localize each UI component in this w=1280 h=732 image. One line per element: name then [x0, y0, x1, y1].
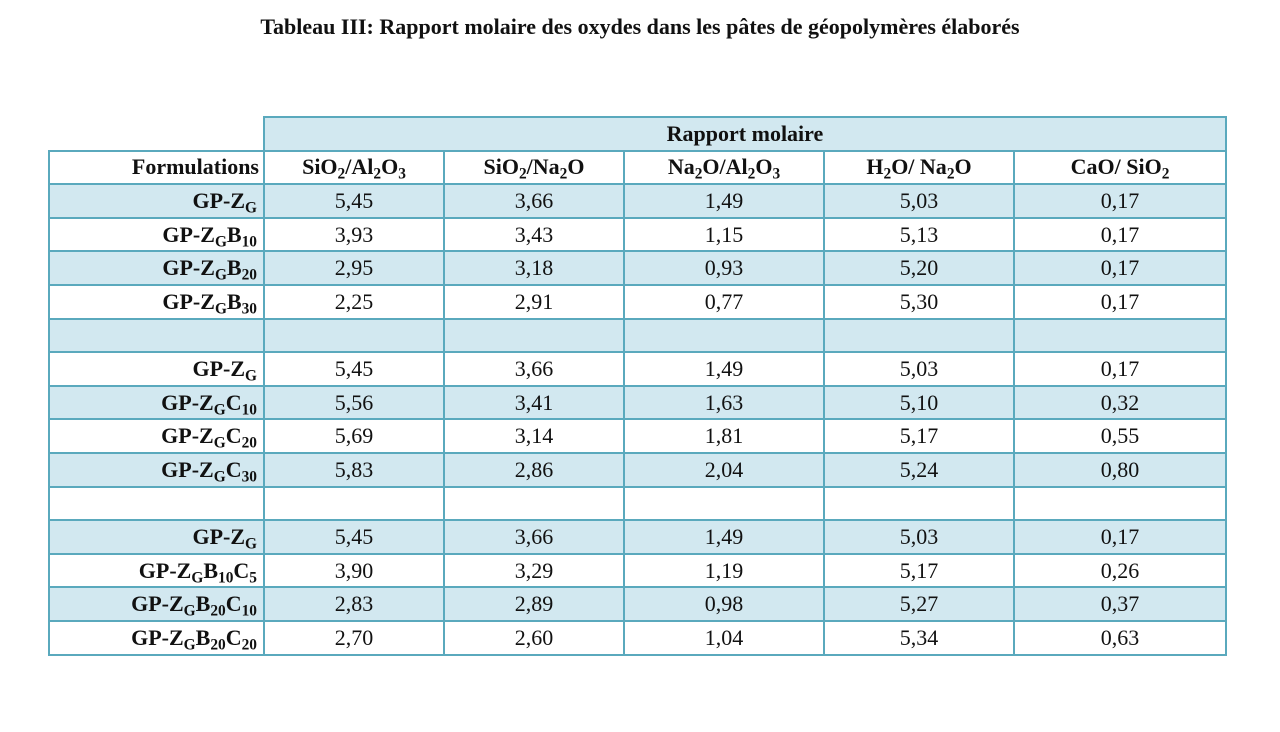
value-cell: 5,17 [824, 419, 1014, 453]
value-cell: 3,66 [444, 520, 624, 554]
column-header-text: SiO [483, 154, 519, 180]
formulation-label-subscript: 10 [218, 569, 234, 587]
formulation-label [49, 184, 264, 218]
value-cell: 5,03 [824, 520, 1014, 554]
separator-row [49, 319, 1226, 353]
column-header-4 [824, 151, 1014, 185]
empty-corner-cell [49, 117, 264, 151]
formulation-label-text: C [225, 624, 242, 650]
column-header-text: O [755, 154, 773, 180]
value-cell: 5,17 [824, 554, 1014, 588]
formulation-label-text: GP-Z [162, 255, 215, 281]
formulation-label-subscript: G [213, 468, 226, 486]
value-cell: 5,45 [264, 184, 444, 218]
value-cell [444, 487, 624, 521]
value-cell: 2,95 [264, 251, 444, 285]
table-row [49, 520, 1226, 554]
table-row [49, 386, 1226, 420]
table-row [49, 251, 1226, 285]
group-header: Rapport molaire [264, 117, 1226, 151]
column-header-subscript: 2 [559, 166, 568, 183]
value-cell: 0,17 [1014, 218, 1226, 252]
column-header-subscript: 2 [373, 166, 382, 183]
value-cell: 3,66 [444, 352, 624, 386]
column-header-row [49, 151, 1226, 185]
value-cell: 1,15 [624, 218, 824, 252]
value-cell: 5,45 [264, 520, 444, 554]
column-header-5 [1014, 151, 1226, 185]
value-cell [1014, 319, 1226, 353]
value-cell: 3,29 [444, 554, 624, 588]
formulation-label-text: GP-Z [162, 288, 215, 314]
table-row [49, 453, 1226, 487]
formulation-label-text: GP-Z [161, 423, 214, 449]
column-header-subscript: 3 [772, 166, 781, 183]
formulation-label-subscript: G [214, 233, 227, 251]
formulation-label [49, 453, 264, 487]
column-header-subscript: 2 [883, 166, 892, 183]
formulation-label-subscript: G [245, 199, 257, 217]
column-header-3 [624, 151, 824, 185]
formulation-label-text: GP-Z [192, 355, 246, 381]
column-header-text: O [567, 154, 585, 180]
formulation-label-text: B [226, 255, 242, 281]
formulation-label [49, 419, 264, 453]
formulation-label-text: C [225, 591, 242, 617]
formulation-label [49, 251, 264, 285]
formulation-label-text: GP-Z [161, 389, 214, 415]
column-header-subscript: 2 [1161, 166, 1170, 183]
value-cell: 1,63 [624, 386, 824, 420]
column-header-text: Na [667, 154, 695, 180]
column-header-text: SiO [302, 154, 338, 180]
column-header-text: O [381, 154, 399, 180]
value-cell: 3,90 [264, 554, 444, 588]
formulation-label [49, 520, 264, 554]
value-cell: 5,03 [824, 352, 1014, 386]
formulation-label-text: C [233, 557, 250, 583]
value-cell: 5,69 [264, 419, 444, 453]
value-cell: 5,30 [824, 285, 1014, 319]
value-cell: 3,93 [264, 218, 444, 252]
value-cell: 1,04 [624, 621, 824, 655]
column-header-subscript: 2 [747, 166, 756, 183]
value-cell: 1,49 [624, 520, 824, 554]
formulation-label-subscript: 20 [241, 434, 257, 452]
table-row [49, 419, 1226, 453]
formulation-label-subscript: G [183, 636, 196, 654]
formulation-label-text: B [226, 221, 242, 247]
formulation-label-subscript: 20 [210, 602, 226, 620]
formulation-label-subscript: G [245, 535, 257, 553]
value-cell [624, 487, 824, 521]
value-cell: 5,03 [824, 184, 1014, 218]
formulation-label [49, 554, 264, 588]
value-cell: 0,32 [1014, 386, 1226, 420]
formulation-label [49, 587, 264, 621]
value-cell: 1,19 [624, 554, 824, 588]
table-row [49, 352, 1226, 386]
value-cell: 0,80 [1014, 453, 1226, 487]
value-cell: 5,34 [824, 621, 1014, 655]
value-cell: 0,17 [1014, 285, 1226, 319]
value-cell: 0,55 [1014, 419, 1226, 453]
formulation-label [49, 487, 264, 521]
column-header-text: H [866, 154, 884, 180]
value-cell: 2,70 [264, 621, 444, 655]
formulation-label [49, 285, 264, 319]
value-cell: 3,14 [444, 419, 624, 453]
formulation-label-text: B [195, 591, 211, 617]
value-cell: 3,43 [444, 218, 624, 252]
formulation-label-subscript: G [183, 602, 196, 620]
value-cell: 3,18 [444, 251, 624, 285]
column-header-subscript: 2 [694, 166, 703, 183]
formulation-label-subscript: 20 [210, 636, 226, 654]
table-title: Tableau III: Rapport molaire des oxydes dans les pâtes de géopolymères élaborés [260, 14, 1020, 39]
formulation-label-text: B [195, 624, 211, 650]
formulation-label-text: GP-Z [162, 221, 215, 247]
formulation-label [49, 352, 264, 386]
formulation-label-subscript: 30 [241, 468, 257, 486]
value-cell: 5,24 [824, 453, 1014, 487]
formulation-label-text: GP-Z [138, 557, 192, 583]
column-header-subscript: 2 [946, 166, 955, 183]
formulation-label-text: B [203, 557, 219, 583]
value-cell: 5,20 [824, 251, 1014, 285]
formulation-label-text: C [225, 423, 242, 449]
group-header-row [49, 117, 1226, 151]
value-cell: 2,91 [444, 285, 624, 319]
molar-ratio-table [48, 116, 1227, 656]
table-row [49, 621, 1226, 655]
value-cell: 0,98 [624, 587, 824, 621]
value-cell: 1,49 [624, 184, 824, 218]
value-cell: 2,25 [264, 285, 444, 319]
value-cell: 2,04 [624, 453, 824, 487]
formulation-label-text: GP-Z [131, 591, 184, 617]
formulation-label-subscript: 10 [241, 233, 257, 251]
table-row [49, 587, 1226, 621]
formulation-label-subscript: 10 [241, 602, 257, 620]
formulation-label-text: C [225, 456, 242, 482]
value-cell: 5,83 [264, 453, 444, 487]
formulation-label [49, 621, 264, 655]
value-cell: 2,89 [444, 587, 624, 621]
value-cell [264, 487, 444, 521]
formulation-label-subscript: G [214, 266, 227, 284]
value-cell: 1,49 [624, 352, 824, 386]
value-cell: 0,63 [1014, 621, 1226, 655]
column-header-subscript: 2 [518, 166, 527, 183]
formulation-label-subscript: G [191, 569, 204, 587]
value-cell: 5,56 [264, 386, 444, 420]
value-cell: 3,66 [444, 184, 624, 218]
value-cell: 0,17 [1014, 251, 1226, 285]
value-cell: 2,60 [444, 621, 624, 655]
value-cell [624, 319, 824, 353]
formulations-header: Formulations [49, 151, 264, 185]
formulation-label-subscript: G [213, 434, 226, 452]
value-cell [264, 319, 444, 353]
formulation-label-subscript: G [214, 300, 227, 318]
value-cell: 0,37 [1014, 587, 1226, 621]
value-cell: 0,26 [1014, 554, 1226, 588]
value-cell: 1,81 [624, 419, 824, 453]
value-cell [444, 319, 624, 353]
value-cell: 3,41 [444, 386, 624, 420]
column-header-text: /Al [345, 154, 374, 180]
value-cell: 5,27 [824, 587, 1014, 621]
table-row [49, 184, 1226, 218]
column-header-text: O/ Na [891, 154, 947, 180]
formulation-label-text: C [225, 389, 242, 415]
table-row [49, 285, 1226, 319]
value-cell: 2,83 [264, 587, 444, 621]
value-cell: 5,45 [264, 352, 444, 386]
table-row [49, 218, 1226, 252]
value-cell: 2,86 [444, 453, 624, 487]
value-cell [824, 487, 1014, 521]
column-header-text: O/Al [702, 154, 748, 180]
value-cell: 5,13 [824, 218, 1014, 252]
value-cell: 5,10 [824, 386, 1014, 420]
formulation-label-subscript: 30 [241, 300, 257, 318]
formulation-label-subscript: G [213, 401, 226, 419]
column-header-subscript: 2 [337, 166, 346, 183]
value-cell: 0,77 [624, 285, 824, 319]
formulation-label-subscript: 20 [241, 636, 257, 654]
formulation-label [49, 386, 264, 420]
column-header-subscript: 3 [398, 166, 406, 183]
value-cell: 0,17 [1014, 520, 1226, 554]
value-cell: 0,93 [624, 251, 824, 285]
separator-row [49, 487, 1226, 521]
column-header-text: O [954, 154, 972, 180]
formulation-label-text: GP-Z [131, 624, 184, 650]
formulation-label-subscript: 20 [241, 266, 257, 284]
value-cell [824, 319, 1014, 353]
formulation-label-subscript: 5 [249, 569, 257, 587]
formulation-label-subscript: G [245, 367, 257, 385]
value-cell [1014, 487, 1226, 521]
formulation-label [49, 319, 264, 353]
column-header-text: CaO/ SiO [1070, 154, 1162, 180]
column-header-1 [264, 151, 444, 185]
value-cell: 0,17 [1014, 352, 1226, 386]
column-header-text: /Na [526, 154, 560, 180]
formulation-label [49, 218, 264, 252]
table-row [49, 554, 1226, 588]
formulation-label-text: GP-Z [192, 187, 246, 213]
formulation-label-subscript: 10 [241, 401, 257, 419]
value-cell: 0,17 [1014, 184, 1226, 218]
column-header-2 [444, 151, 624, 185]
formulation-label-text: GP-Z [161, 456, 214, 482]
formulation-label-text: GP-Z [192, 523, 246, 549]
formulation-label-text: B [226, 288, 242, 314]
